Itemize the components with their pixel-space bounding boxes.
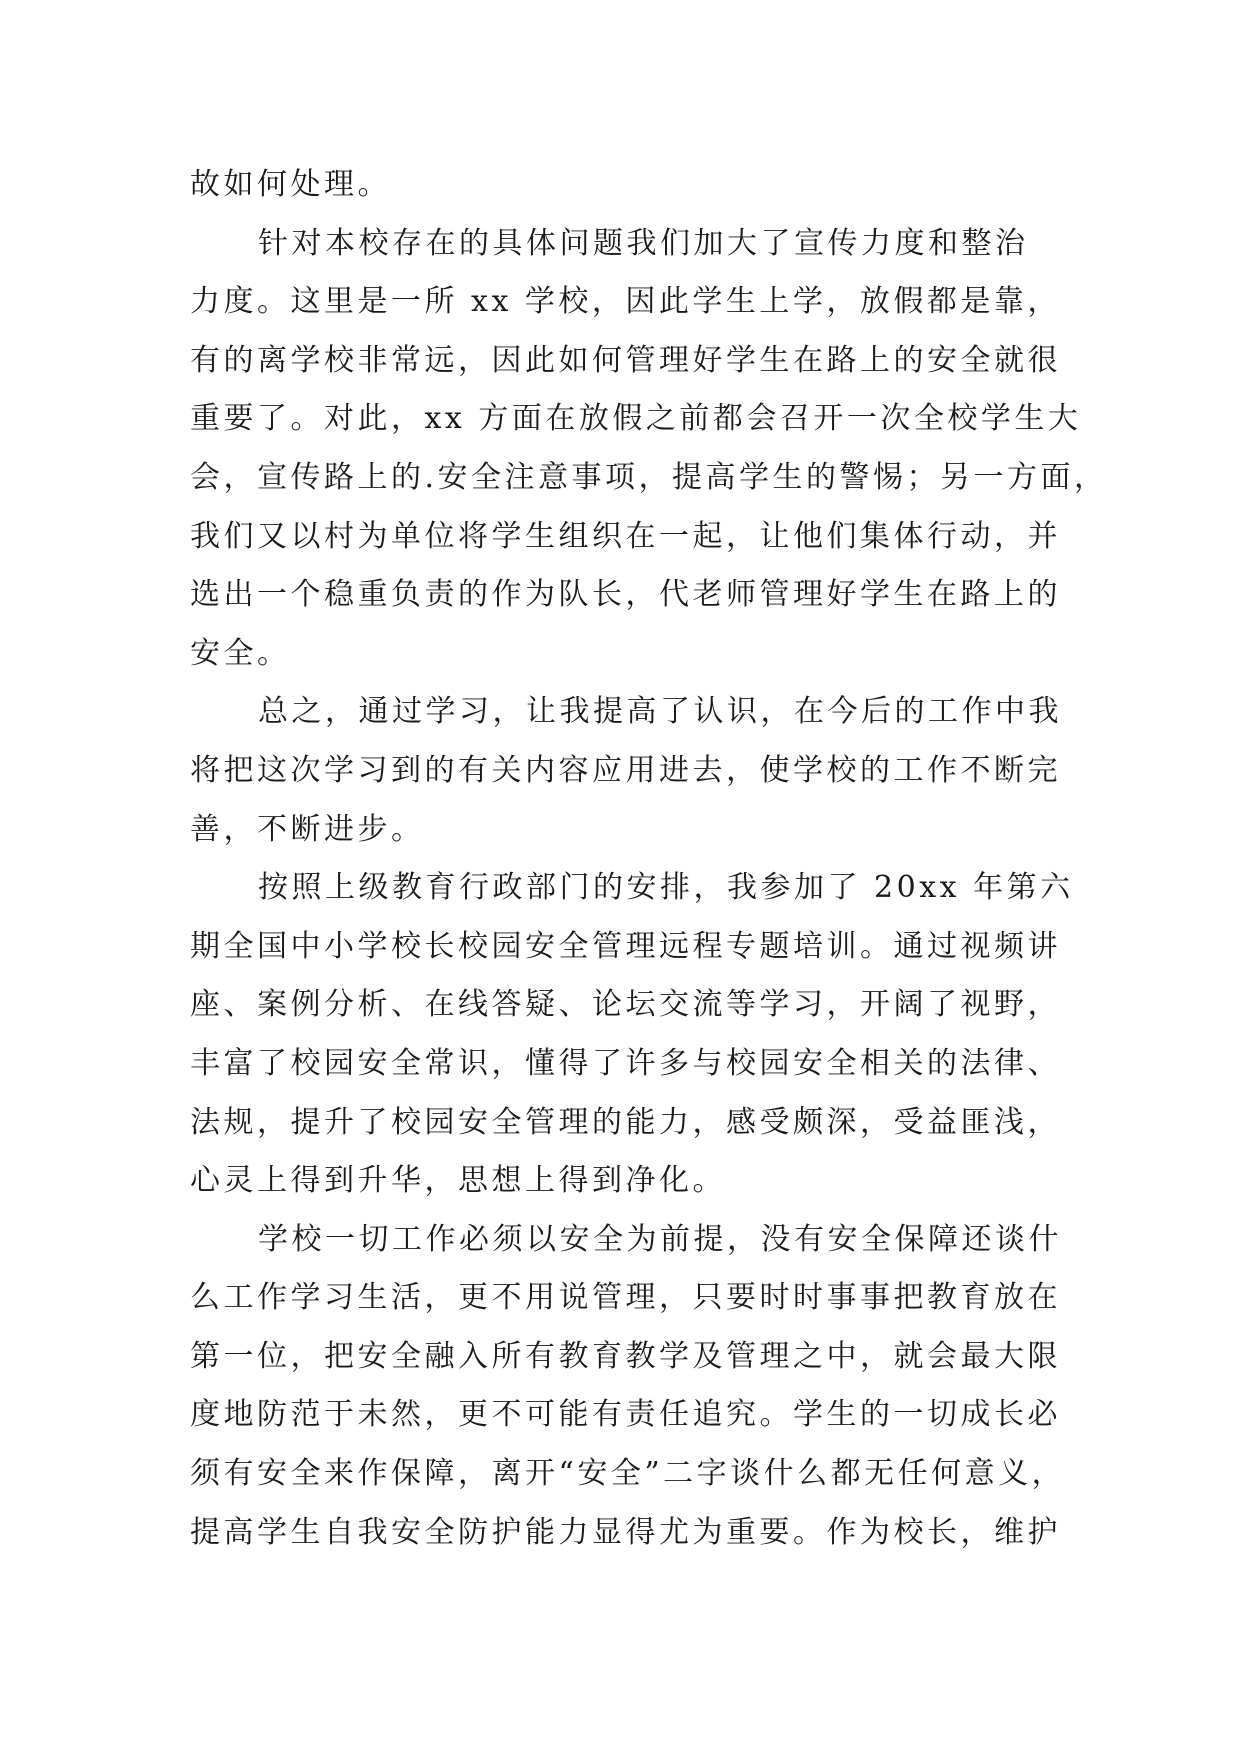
text-line: 座、案例分析、在线答疑、论坛交流等学习，开阔了视野，: [190, 987, 1061, 1023]
text-line: 有的离学校非常远，因此如何管理好学生在路上的安全就很: [190, 342, 1061, 378]
text-line: 重要了。对此，xx 方面在放假之前都会召开一次全校学生大: [190, 401, 1082, 437]
text-line: 故如何处理。: [190, 167, 391, 202]
text-line: 期全国中小学校长校园安全管理远程专题培训。通过视频讲: [190, 928, 1061, 964]
text-line: 法规，提升了校园安全管理的能力，感受颇深，受益匪浅，: [190, 1104, 1061, 1140]
text-line: 将把这次学习到的有关内容应用进去，使学校的工作不断完: [190, 752, 1061, 788]
text-line: 么工作学习生活，更不用说管理，只要时时事事把教育放在: [190, 1280, 1061, 1316]
text-line: 总之，通过学习，让我提高了认识，在今后的工作中我: [258, 694, 1062, 730]
text-line: 心灵上得到升华，思想上得到净化。: [190, 1163, 726, 1199]
text-line: 学校一切工作必须以安全为前提，没有安全保障还谈什: [258, 1221, 1062, 1257]
text-line: 度地防范于未然，更不可能有责任追究。学生的一切成长必: [190, 1397, 1061, 1433]
text-line: 善，不断进步。: [190, 811, 425, 847]
text-line: 按照上级教育行政部门的安排，我参加了 20xx 年第六: [258, 870, 1074, 906]
text-line: 安全。: [190, 635, 291, 671]
text-line: 针对本校存在的具体问题我们加大了宣传力度和整治: [258, 225, 1029, 261]
text-line: 选出一个稳重负责的作为队长，代老师管理好学生在路上的: [190, 577, 1061, 613]
text-line: 会，宣传路上的.安全注意事项，提高学生的警惕；另一方面，: [190, 459, 1108, 495]
text-line: 丰富了校园安全常识，懂得了许多与校园安全相关的法律、: [190, 1045, 1061, 1081]
body-text: [190, 156, 1108, 1562]
text-line: 须有安全来作保障，离开“安全”二字谈什么都无任何意义，: [190, 1456, 1066, 1492]
text-line: 第一位，把安全融入所有教育教学及管理之中，就会最大限: [190, 1338, 1061, 1374]
text-line: 提高学生自我安全防护能力显得尤为重要。作为校长，维护: [190, 1514, 1061, 1550]
text-line: 我们又以村为单位将学生组织在一起，让他们集体行动，并: [190, 518, 1061, 554]
text-line: 力度。这里是一所 xx 学校，因此学生上学，放假都是靠，: [190, 284, 1061, 320]
